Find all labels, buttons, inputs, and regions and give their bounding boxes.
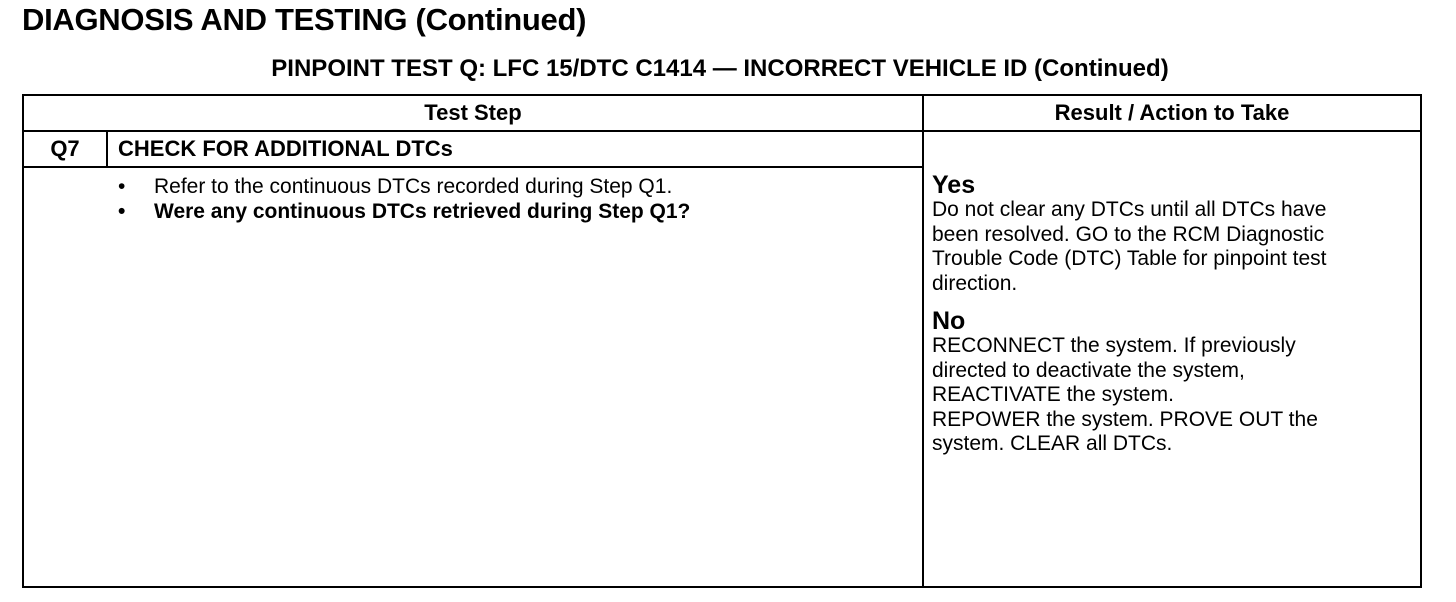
result-no-line: system. CLEAR all DTCs.	[932, 432, 1173, 455]
header-result-action: Result / Action to Take	[1054, 100, 1290, 125]
list-item	[116, 199, 690, 224]
result-yes-label: Yes	[932, 171, 976, 199]
step-title: CHECK FOR ADDITIONAL DTCs	[118, 136, 453, 161]
bullet-icon: •	[118, 200, 126, 223]
page-title: DIAGNOSIS AND TESTING (Continued)	[22, 2, 587, 37]
pinpoint-test-table	[22, 94, 1422, 588]
instruction-text: Refer to the continuous DTCs recorded during Step Q1.	[154, 175, 673, 198]
bullet-icon: •	[118, 175, 126, 198]
result-no	[932, 308, 1420, 457]
result-yes-line: Do not clear any DTCs until all DTCs have	[932, 198, 1327, 221]
result-yes-line: direction.	[932, 271, 1018, 295]
header-test-step: Test Step	[424, 100, 522, 125]
result-yes-line: Trouble Code (DTC) Table for pinpoint test	[932, 247, 1327, 270]
list-item	[116, 174, 690, 199]
step-instructions	[116, 174, 690, 224]
instruction-question: Were any continuous DTCs retrieved during Step Q1?	[154, 200, 691, 223]
result-yes	[932, 172, 1420, 296]
result-yes-line: been resolved. GO to the RCM Diagnostic	[932, 222, 1325, 246]
result-no-line: REPOWER the system. PROVE OUT the	[932, 407, 1318, 431]
result-no-label: No	[932, 307, 966, 335]
step-id: Q7	[50, 136, 80, 161]
pinpoint-test-title: PINPOINT TEST Q: LFC 15/DTC C1414 — INCORRECT VEHICLE ID (Continued)	[271, 55, 1169, 82]
column-divider	[922, 96, 924, 586]
step-id-divider	[106, 130, 108, 166]
result-no-line: RECONNECT the system. If previously	[932, 334, 1296, 357]
result-no-line: directed to deactivate the system,	[932, 358, 1245, 382]
step-title-divider	[24, 166, 922, 168]
result-no-line: REACTIVATE the system.	[932, 383, 1174, 406]
